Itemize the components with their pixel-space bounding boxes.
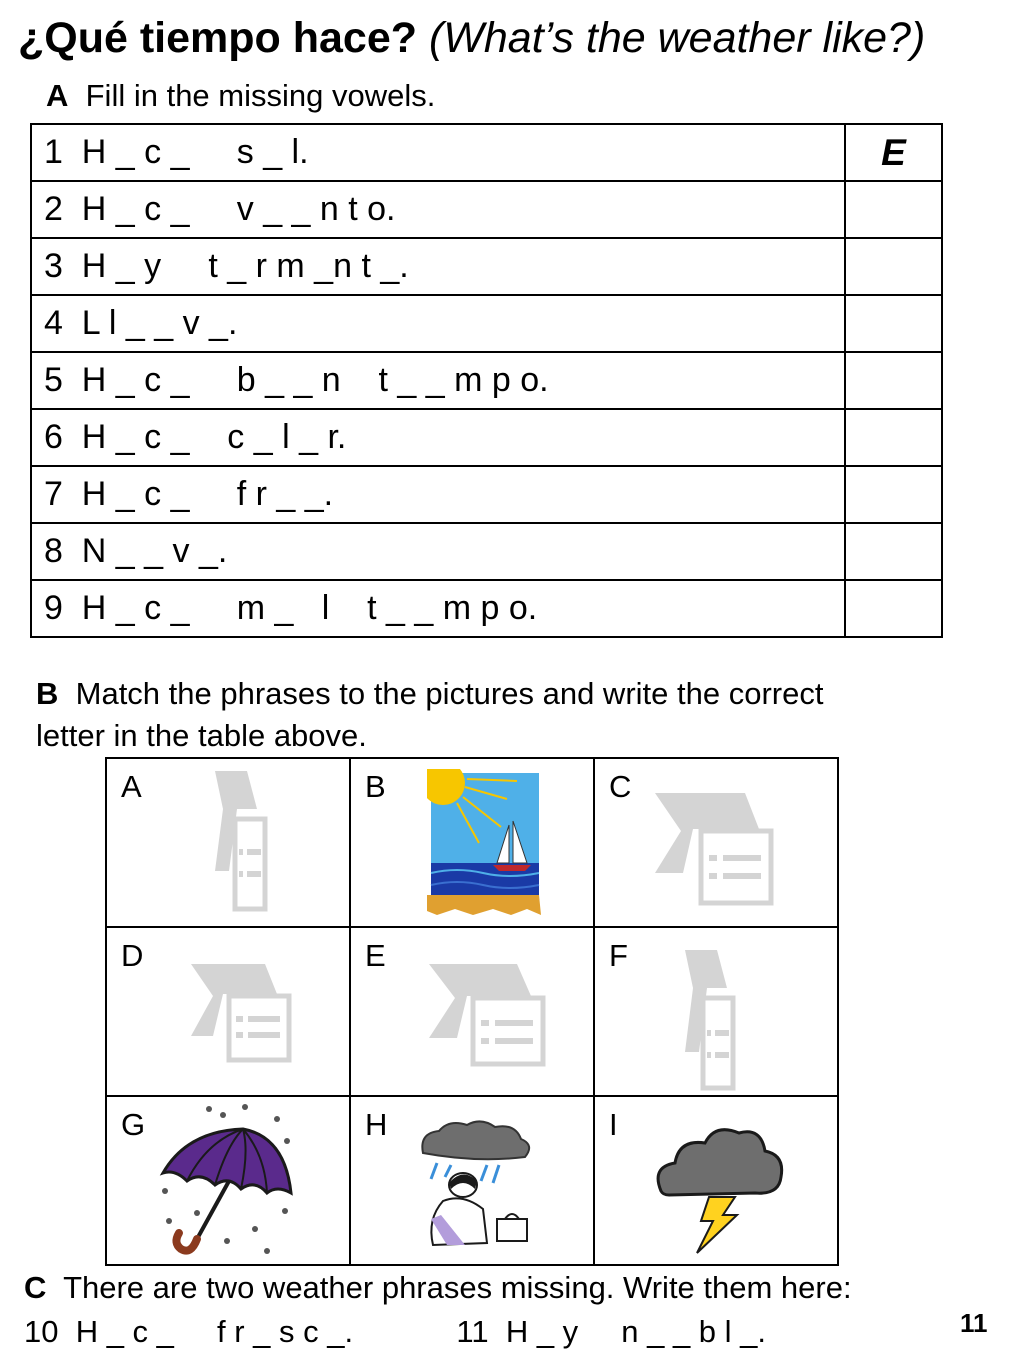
phrase-cell: 3 H _ y t _ r m _n t _. bbox=[31, 238, 845, 295]
answer-cell[interactable] bbox=[845, 238, 942, 295]
phrase-cell: 1 H _ c _ s _ l. bbox=[31, 124, 845, 181]
storm-cloud-lightning-icon bbox=[651, 1121, 787, 1257]
phrase-cell: 2 H _ c _ v _ _ n t o. bbox=[31, 181, 845, 238]
picture-label: I bbox=[609, 1107, 618, 1142]
picture-label: H bbox=[365, 1107, 388, 1142]
picture-label: D bbox=[121, 938, 144, 973]
table-row bbox=[31, 409, 942, 466]
answer-cell[interactable] bbox=[845, 466, 942, 523]
phrase-cell: 7 H _ c _ f r _ _. bbox=[31, 466, 845, 523]
table-row bbox=[31, 352, 942, 409]
section-c-letter: C bbox=[24, 1270, 47, 1305]
picture-cell-e bbox=[350, 927, 594, 1096]
picture-cell-h bbox=[350, 1096, 594, 1265]
picture-label: G bbox=[121, 1107, 146, 1142]
page-number: 11 bbox=[960, 1308, 988, 1338]
section-a-letter: A bbox=[46, 78, 69, 113]
picture-cell-f bbox=[594, 927, 838, 1096]
title-spanish: ¿Qué tiempo hace? bbox=[18, 14, 418, 62]
table-row bbox=[31, 580, 942, 637]
phrase-cell: 9 H _ c _ m _ l t _ _ m p o. bbox=[31, 580, 845, 637]
picture-label: B bbox=[365, 769, 386, 804]
page-title bbox=[18, 14, 925, 63]
picture-cell-a bbox=[106, 758, 350, 927]
table-row bbox=[31, 466, 942, 523]
sunny-beach-sailboat-icon bbox=[427, 769, 545, 919]
answer-cell[interactable] bbox=[845, 580, 942, 637]
vowels-table bbox=[30, 123, 943, 638]
answer-cell[interactable] bbox=[845, 523, 942, 580]
answer-cell[interactable] bbox=[845, 409, 942, 466]
picture-label: E bbox=[365, 938, 386, 973]
answer-cell[interactable] bbox=[845, 181, 942, 238]
pictures-grid bbox=[105, 757, 839, 1266]
title-english: (What’s the weather like?) bbox=[428, 14, 926, 62]
picture-label: F bbox=[609, 938, 628, 973]
picture-cell-b bbox=[350, 758, 594, 927]
section-c-instruction bbox=[24, 1270, 852, 1306]
table-row bbox=[31, 238, 942, 295]
table-row bbox=[31, 181, 942, 238]
picture-cell-g bbox=[106, 1096, 350, 1265]
person-under-rain-cloud-icon bbox=[417, 1119, 535, 1259]
table-row bbox=[31, 124, 942, 181]
table-row bbox=[31, 295, 942, 352]
section-c-answers: 10 H _ c _ f r _ s c _. 11 H _ y n _ _ b l _. bbox=[24, 1314, 767, 1349]
phrase-cell: 6 H _ c _ c _ l _ r. bbox=[31, 409, 845, 466]
section-b-text-line1: Match the phrases to the pictures and write the correct bbox=[75, 676, 824, 711]
section-b-text-line2: letter in the table above. bbox=[36, 718, 367, 753]
phrase-cell: 5 H _ c _ b _ _ n t _ _ m p o. bbox=[31, 352, 845, 409]
umbrella-rain-icon bbox=[157, 1101, 297, 1261]
placeholder-tall-icon bbox=[681, 948, 737, 1094]
picture-cell-d bbox=[106, 927, 350, 1096]
picture-cell-i bbox=[594, 1096, 838, 1265]
section-b-letter: B bbox=[36, 676, 59, 711]
section-a-text: Fill in the missing vowels. bbox=[85, 78, 436, 113]
section-c-text: There are two weather phrases missing. Write them here: bbox=[63, 1270, 852, 1305]
answer-cell[interactable]: E bbox=[845, 124, 942, 181]
answer-cell[interactable] bbox=[845, 295, 942, 352]
answer-cell[interactable] bbox=[845, 352, 942, 409]
picture-cell-c bbox=[594, 758, 838, 927]
section-b-instruction bbox=[36, 676, 823, 712]
phrase-cell: 8 N _ _ v _. bbox=[31, 523, 845, 580]
placeholder-wide-icon bbox=[427, 960, 549, 1070]
picture-label: C bbox=[609, 769, 632, 804]
phrase-cell: 4 L l _ _ v _. bbox=[31, 295, 845, 352]
placeholder-tall-icon bbox=[207, 769, 271, 914]
picture-label: A bbox=[121, 769, 142, 804]
placeholder-wide-icon bbox=[189, 960, 293, 1066]
table-row bbox=[31, 523, 942, 580]
placeholder-wide-icon bbox=[653, 789, 775, 909]
section-a-instruction bbox=[46, 78, 435, 114]
